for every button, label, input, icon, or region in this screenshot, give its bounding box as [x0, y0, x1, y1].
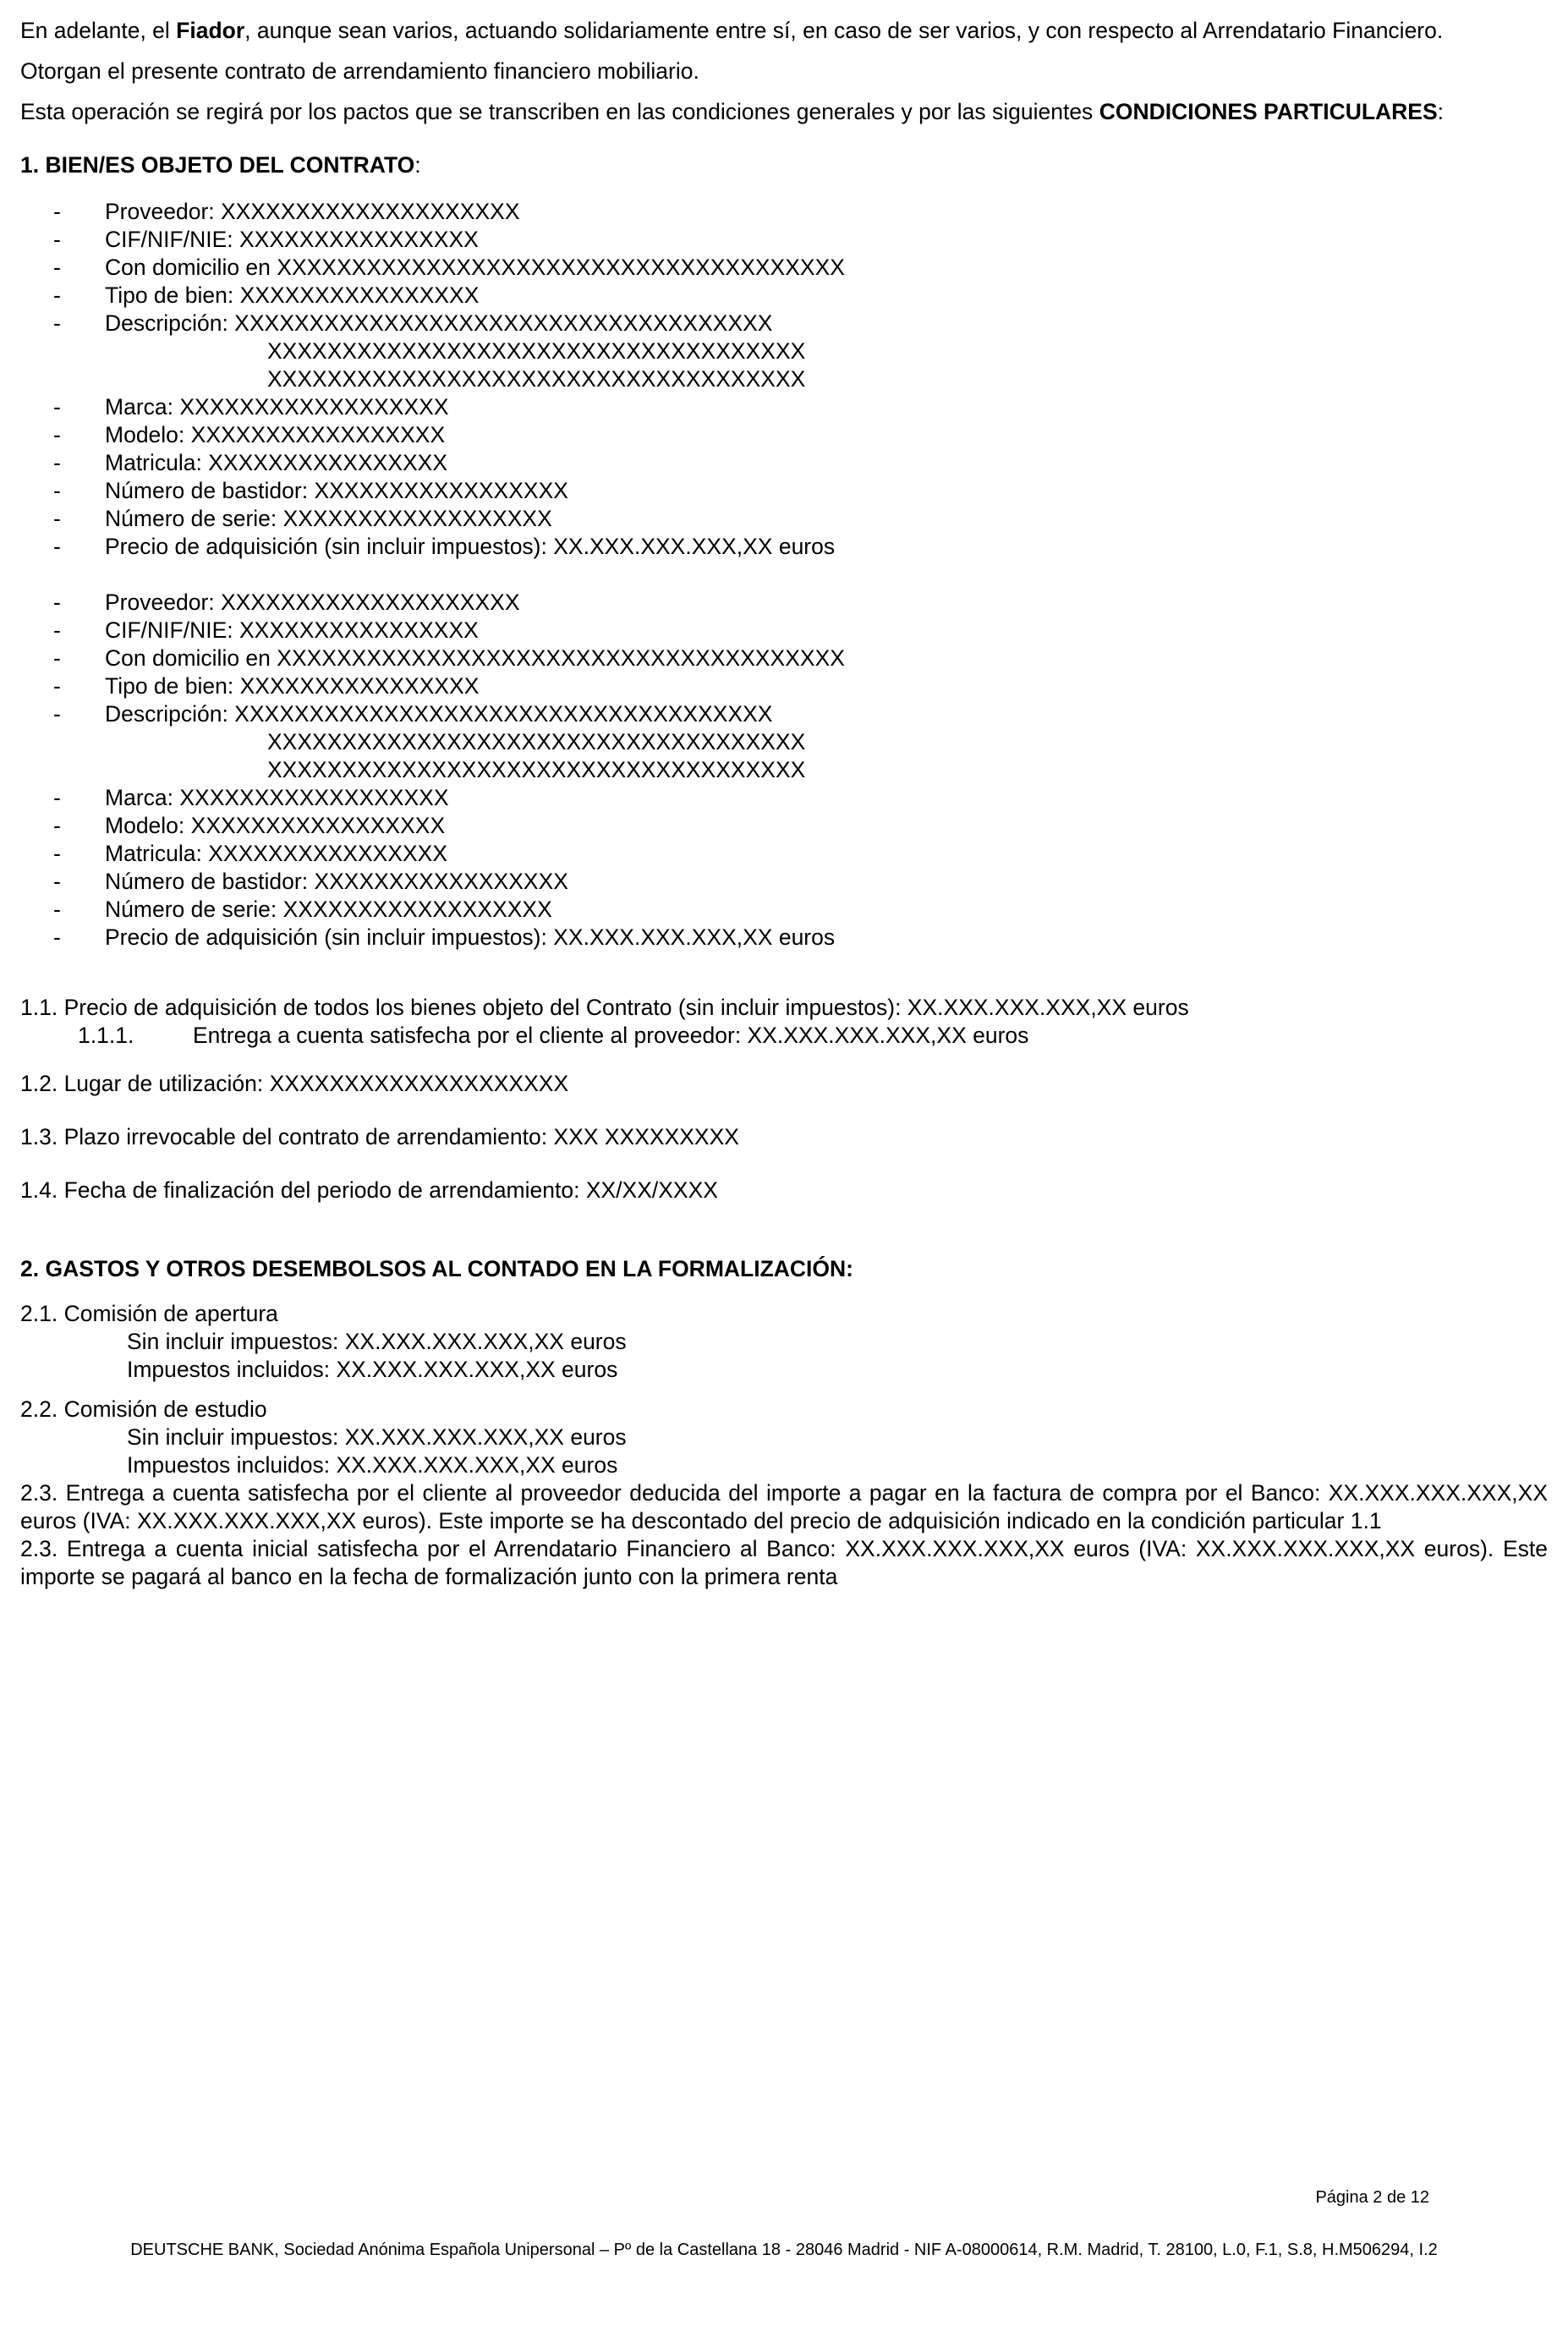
bullet-dash: - [53, 785, 61, 810]
bullet-dash: - [53, 450, 61, 475]
clause-1-1: 1.1. Precio de adquisición de todos los bienes objeto del Contrato (sin incluir impuestos): XX.XXX.XXX.XXX,XX euros [20, 995, 1189, 1020]
legal-footer: DEUTSCHE BANK, Sociedad Anónima Española Unipersonal – Pº de la Castellana 18 - 28046 Madrid - NIF A-08000614, R.M. Madrid, T. 28100, L.0, F.1, S.8, H.M506294, I.2 [130, 2241, 1438, 2259]
section1-heading-bold: 1. BIEN/ES OBJETO DEL CONTRATO [20, 152, 415, 178]
list-item-text: Precio de adquisición (sin incluir impuestos): XX.XXX.XXX.XXX,XX euros [105, 534, 836, 559]
list-item [20, 449, 1548, 477]
clause-2-3-a: 2.3. Entrega a cuenta satisfecha por el cliente al proveedor deducida del importe a pagar en la factura de compra por el Banco: XX.XXX.XXX.XXX,XX euros (IVA: XX.XXX.XXX.XXX,XX euros). Este importe se ha descontado del precio de adquisición indicado en la condición particular 1.1 [20, 1480, 1548, 1533]
list-item [20, 477, 1548, 505]
bullet-dash: - [53, 394, 61, 420]
bullet-dash: - [53, 673, 61, 699]
bullet-dash: - [53, 478, 61, 503]
p1-text-pre: En adelante, el [20, 18, 177, 43]
clause-2-3-b: 2.3. Entrega a cuenta inicial satisfecha por el Arrendatario Financiero al Banco: XX.XXX.XXX.XXX,XX euros (IVA: XX.XXX.XXX.XXX,XX euros). Este importe se pagará al banco en la fecha de formalización junto con la primera renta [20, 1536, 1548, 1589]
list-item [20, 421, 1548, 449]
list-item [20, 198, 1548, 226]
list-item [20, 282, 1548, 310]
clause-1-1-1-text: Entrega a cuenta satisfecha por el cliente al proveedor: XX.XXX.XXX.XXX,XX euros [193, 1023, 1029, 1048]
list-item-text: Modelo: XXXXXXXXXXXXXXXXX [105, 422, 446, 447]
page-number: Página 2 de 12 [1315, 2188, 1429, 2207]
description-continuation-line: XXXXXXXXXXXXXXXXXXXXXXXXXXXXXXXXXXXX [267, 366, 806, 392]
list-item-text: Modelo: XXXXXXXXXXXXXXXXX [105, 813, 446, 838]
clause-2-1-line-1: Sin incluir impuestos: XX.XXX.XXX.XXX,XX euros [127, 1329, 627, 1354]
section1-heading [20, 151, 1548, 179]
bullet-dash: - [53, 841, 61, 866]
list-item [20, 533, 1548, 561]
p1-text-post: , aunque sean varios, actuando solidariamente entre sí, en caso de ser varios, y con respecto al Arrendatario Financiero. [244, 18, 1444, 43]
intro-paragraph-3 [20, 98, 1548, 126]
description-continuation-line: XXXXXXXXXXXXXXXXXXXXXXXXXXXXXXXXXXXX [267, 338, 806, 364]
list-item [20, 700, 1548, 728]
list-item-text: Tipo de bien: XXXXXXXXXXXXXXXX [105, 673, 480, 699]
bullet-dash: - [53, 869, 61, 894]
bullet-dash: - [53, 283, 61, 308]
intro-paragraph-1 [20, 17, 1548, 45]
intro-paragraph-2: Otorgan el presente contrato de arrendamiento financiero mobiliario. [20, 58, 699, 84]
list-item-text: Proveedor: XXXXXXXXXXXXXXXXXXXX [105, 590, 520, 615]
list-item-text: Matricula: XXXXXXXXXXXXXXXX [105, 841, 448, 866]
section1-heading-colon: : [414, 152, 421, 178]
list-item-text: CIF/NIF/NIE: XXXXXXXXXXXXXXXX [105, 227, 479, 252]
bullet-dash: - [53, 897, 61, 922]
list-item [20, 868, 1548, 896]
list-item [20, 812, 1548, 840]
bullet-dash: - [53, 617, 61, 643]
list-item-text: Con domicilio en XXXXXXXXXXXXXXXXXXXXXXXXXXXXXXXXXXXXXX [105, 255, 845, 280]
bullet-dash: - [53, 199, 61, 224]
list-item [20, 840, 1548, 868]
bullet-dash: - [53, 506, 61, 531]
bullet-dash: - [53, 813, 61, 838]
description-continuation-line: XXXXXXXXXXXXXXXXXXXXXXXXXXXXXXXXXXXX [267, 757, 806, 782]
list-item [20, 645, 1548, 672]
list-item [20, 393, 1548, 421]
clause-1-1-1-number: 1.1.1. [78, 1023, 134, 1048]
asset-block-2 [20, 589, 1548, 952]
bullet-dash: - [53, 924, 61, 950]
bullet-dash: - [53, 227, 61, 252]
list-item [20, 226, 1548, 254]
asset-block-1 [20, 198, 1548, 561]
p3-text-post: : [1437, 99, 1445, 124]
bullet-dash: - [53, 534, 61, 559]
p3-term-condiciones-particulares: CONDICIONES PARTICULARES [1099, 99, 1438, 124]
clause-2-1-line-2: Impuestos incluidos: XX.XXX.XXX.XXX,XX euros [127, 1357, 618, 1382]
list-item-text: Matricula: XXXXXXXXXXXXXXXX [105, 450, 448, 475]
list-item [20, 784, 1548, 812]
clause-1-1-1 [20, 1022, 1548, 1050]
list-item-text: Tipo de bien: XXXXXXXXXXXXXXXX [105, 283, 480, 308]
bullet-dash: - [53, 255, 61, 280]
list-item-text: Precio de adquisición (sin incluir impuestos): XX.XXX.XXX.XXX,XX euros [105, 924, 836, 950]
clause-2-2-title: 2.2. Comisión de estudio [20, 1396, 267, 1422]
list-item [20, 924, 1548, 952]
list-item-text: Proveedor: XXXXXXXXXXXXXXXXXXXX [105, 199, 520, 224]
list-item-text: Con domicilio en XXXXXXXXXXXXXXXXXXXXXXXXXXXXXXXXXXXXXX [105, 645, 845, 671]
list-item [20, 589, 1548, 617]
list-item-text: Marca: XXXXXXXXXXXXXXXXXX [105, 394, 449, 420]
list-item-text: Descripción: XXXXXXXXXXXXXXXXXXXXXXXXXXXXXXXXXXXX [105, 701, 773, 727]
bullet-dash: - [53, 422, 61, 447]
list-item-text: Marca: XXXXXXXXXXXXXXXXXX [105, 785, 449, 810]
p1-term-fiador: Fiador [176, 18, 245, 43]
clause-2-1-title: 2.1. Comisión de apertura [20, 1301, 278, 1326]
bullet-dash: - [53, 645, 61, 671]
list-item-text: Número de serie: XXXXXXXXXXXXXXXXXX [105, 506, 552, 531]
clause-2-2-line-2: Impuestos incluidos: XX.XXX.XXX.XXX,XX euros [127, 1452, 618, 1478]
list-item [20, 310, 1548, 337]
list-item [20, 617, 1548, 645]
list-item [20, 254, 1548, 282]
bullet-dash: - [53, 310, 61, 336]
list-item-text: Número de serie: XXXXXXXXXXXXXXXXXX [105, 897, 552, 922]
list-item-text: Número de bastidor: XXXXXXXXXXXXXXXXX [105, 478, 568, 503]
clause-1-2: 1.2. Lugar de utilización: XXXXXXXXXXXXXXXXXXXX [20, 1071, 569, 1096]
clause-1-3: 1.3. Plazo irrevocable del contrato de arrendamiento: XXX XXXXXXXXX [20, 1124, 739, 1149]
list-item [20, 672, 1548, 700]
clause-2-2-line-1: Sin incluir impuestos: XX.XXX.XXX.XXX,XX euros [127, 1424, 627, 1450]
list-item-text: CIF/NIF/NIE: XXXXXXXXXXXXXXXX [105, 617, 479, 643]
description-continuation-line: XXXXXXXXXXXXXXXXXXXXXXXXXXXXXXXXXXXX [267, 729, 806, 754]
p3-text-pre: Esta operación se regirá por los pactos que se transcriben en las condiciones generales y por las siguientes [20, 99, 1099, 124]
list-item [20, 896, 1548, 924]
bullet-dash: - [53, 701, 61, 727]
list-item [20, 505, 1548, 533]
list-item-text: Número de bastidor: XXXXXXXXXXXXXXXXX [105, 869, 568, 894]
clause-1-4: 1.4. Fecha de finalización del periodo de arrendamiento: XX/XX/XXXX [20, 1177, 718, 1203]
section2-heading: 2. GASTOS Y OTROS DESEMBOLSOS AL CONTADO EN LA FORMALIZACIÓN: [20, 1256, 853, 1281]
list-item-text: Descripción: XXXXXXXXXXXXXXXXXXXXXXXXXXXXXXXXXXXX [105, 310, 773, 336]
bullet-dash: - [53, 590, 61, 615]
